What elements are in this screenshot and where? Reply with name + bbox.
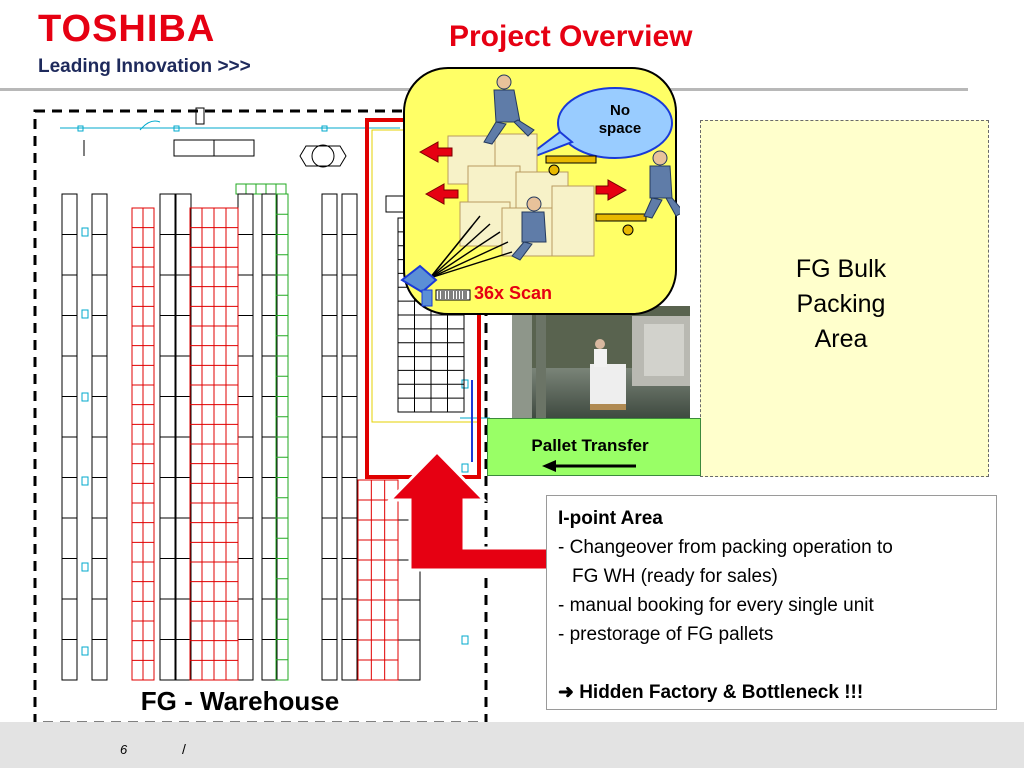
storage-rack [276,194,288,680]
storage-rack [262,194,277,680]
footer-bar [0,722,1024,768]
storage-rack [238,194,253,680]
toshiba-logo: TOSHIBA [38,8,216,50]
storage-rack [176,194,191,680]
callout-line-1: No [610,102,630,119]
storage-rack [132,208,154,680]
ipoint-conclusion-text: Hidden Factory & Bottleneck !!! [579,682,864,703]
pallet-transfer-label: Pallet Transfer [531,436,649,455]
storage-rack [92,194,107,680]
bulk-label-line-1: FG Bulk [795,255,887,283]
warehouse-top-structures [84,108,346,167]
bulk-label-line-2: Packing [796,290,886,318]
callout-line-2: space [598,120,642,137]
ipoint-item-1-continued: FG WH (ready for sales) [572,566,778,587]
scan-count-label: 36x Scan [474,283,553,303]
bulk-label-line-3: Area [814,325,868,353]
pallet-transfer-photo [512,306,690,418]
fg-bulk-packing-label [746,252,936,357]
ipoint-spacer [558,649,996,678]
fg-warehouse-label: FG - Warehouse [140,686,340,716]
storage-rack [342,194,357,680]
storage-rack [160,194,175,680]
ipoint-item-2: - manual booking for every single unit [558,595,874,616]
ipoint-item-3: - prestorage of FG pallets [558,624,774,645]
storage-rack [190,208,238,680]
green-rack [236,184,286,194]
right-arrow-icon: ➜ [558,682,580,703]
ipoint-info-box [546,495,997,710]
no-space-callout-text [585,102,655,138]
footer-separator: / [182,741,186,757]
left-arrow-icon [540,458,640,474]
storage-rack [62,194,77,680]
storage-rack [358,480,398,680]
page-number: 6 [120,742,128,757]
logo-tagline: Leading Innovation >>> [38,56,251,77]
storage-rack [322,194,337,680]
ipoint-heading: I-point Area [558,508,663,529]
page-title: Project Overview [449,20,693,53]
ipoint-conclusion [558,678,996,707]
ipoint-item-1: - Changeover from packing operation to [558,537,893,558]
